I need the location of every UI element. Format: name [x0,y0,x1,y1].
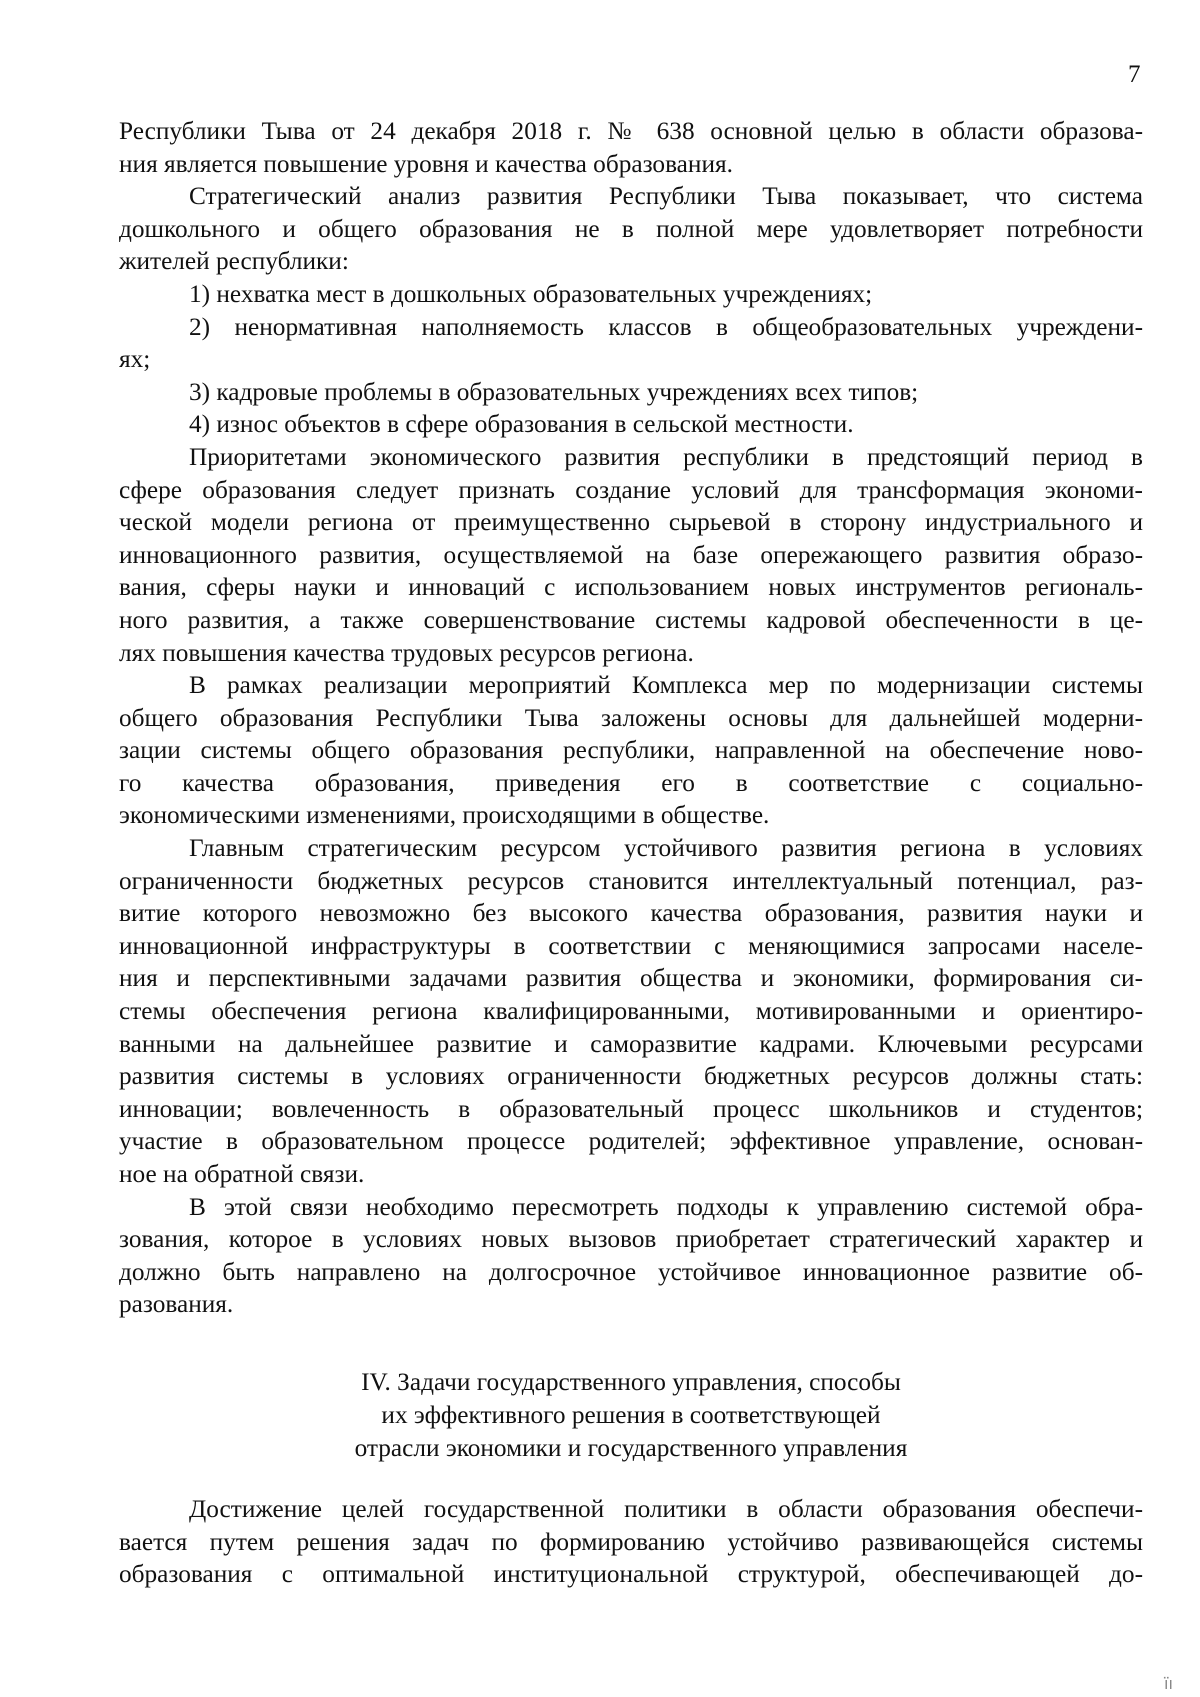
heading-line: отрасли экономики и государственного управления [354,1434,908,1462]
text-line: В рамках реализации мероприятий Комплекса мер по модернизации системы [189,671,1143,700]
text-line: 3) кадровые проблемы в образовательных учреждениях всех типов; [189,377,919,406]
text-line: Республики Тыва от 24 декабря 2018 г. № 638 основной целью в области образова- [119,117,1143,145]
text-line: витие которого невозможно без высокого качества образования, развития науки и [119,899,1143,928]
text-line: 1) нехватка мест в дошкольных образовательных учреждениях; [189,279,873,308]
text-line: развития системы в условиях ограниченности бюджетных ресурсов должны стать: [119,1062,1143,1091]
text-line: экономическими изменениями, происходящими в обществе. [119,801,770,830]
section-heading [119,1366,1143,1465]
section-text [119,1493,1143,1591]
text-line: Достижение целей государственной политики в области образования обеспечи- [189,1495,1143,1523]
text-line: 4) износ объектов в сфере образования в сельской местности. [189,410,854,439]
text-line: Стратегический анализ развития Республики Тыва показывает, что система [189,182,1143,211]
text-line: должно быть направлено на долгосрочное устойчивое инновационное развитие об- [119,1257,1143,1286]
text-line: вания, сферы науки и инноваций с использованием новых инструментов региональ- [119,573,1143,602]
text-line: дошкольного и общего образования не в полной мере удовлетворяет потребности [119,214,1143,243]
text-line: жителей республики: [119,247,349,276]
text-line: ограниченности бюджетных ресурсов становится интеллектуальный потенциал, раз- [119,866,1143,895]
text-line: общего образования Республики Тыва заложены основы для дальнейшей модерни- [119,703,1143,732]
text-line: лях повышения качества трудовых ресурсов региона. [119,638,694,667]
text-line: ное на обратной связи. [119,1160,365,1188]
text-line: ях; [119,345,151,374]
text-line: разования. [119,1290,234,1319]
text-line: Главным стратегическим ресурсом устойчивого развития региона в условиях [189,834,1143,863]
text-line: инновационной инфраструктуры в соответствии с меняющимися запросами населе- [119,931,1143,960]
text-line: стемы обеспечения региона квалифицированными, мотивированными и ориентиро- [119,997,1143,1026]
text-line: зации системы общего образования республики, направленной на обеспечение ново- [119,736,1143,765]
corner-mark: ı̈ı [1164,1674,1173,1693]
text-line: сфере образования следует признать создание условий для трансформация экономи- [119,475,1143,504]
text-line: участие в образовательном процессе родителей; эффективное управление, основан- [119,1127,1143,1156]
text-line: инновации; вовлеченность в образовательный процесс школьников и студентов; [119,1094,1143,1123]
text-line: инновационного развития, осуществляемой на базе опережающего развития образо- [119,540,1143,569]
heading-line: их эффективного решения в соответствующей [381,1401,881,1429]
text-line: зования, которое в условиях новых вызовов приобретает стратегический характер и [119,1225,1143,1254]
text-line: ния и перспективными задачами развития общества и экономики, формирования си- [119,964,1143,993]
text-line: го качества образования, приведения его в соответствие с социально- [119,768,1143,797]
text-line: вается путем решения задач по формированию устойчиво развивающейся системы [119,1527,1143,1556]
text-line: ванными на дальнейшее развитие и саморазвитие кадрами. Ключевыми ресурсами [119,1029,1143,1058]
heading-line: IV. Задачи государственного управления, способы [361,1368,901,1396]
body-text [119,115,1143,1321]
text-line: Приоритетами экономического развития республики в предстоящий период в [189,442,1143,471]
text-line: 2) ненормативная наполняемость классов в общеобразовательных учреждени- [189,312,1143,341]
text-line: В этой связи необходимо пересмотреть подходы к управлению системой обра- [189,1192,1143,1221]
page-number: 7 [1128,61,1141,88]
text-line: ческой модели региона от преимущественно сырьевой в сторону индустриального и [119,508,1143,537]
text-line: ного развития, а также совершенствование системы кадровой обеспеченности в це- [119,605,1143,634]
text-line: ния является повышение уровня и качества образования. [119,149,733,178]
text-line: образования с оптимальной институциональной структурой, обеспечивающей до- [119,1560,1143,1589]
